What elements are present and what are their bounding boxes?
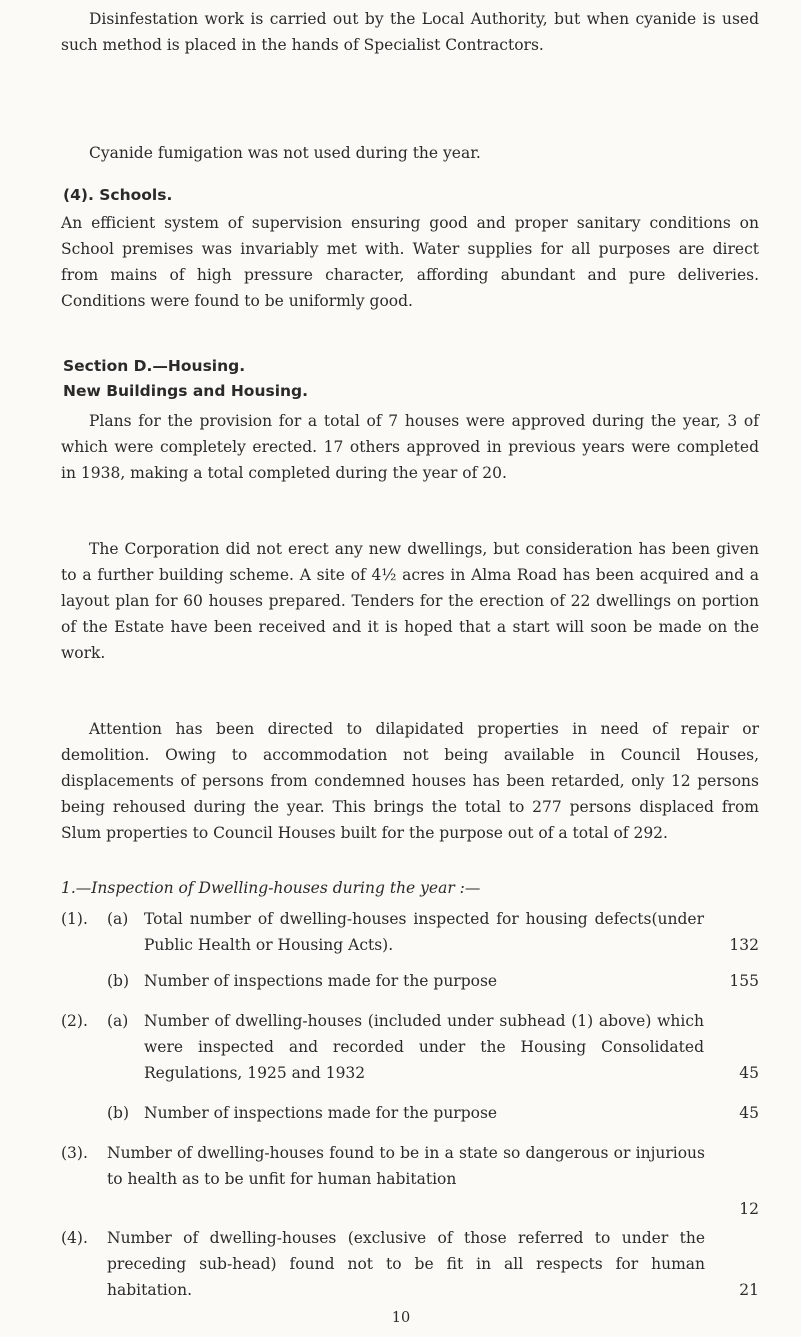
item-subletter: (a): [107, 1012, 129, 1030]
item-number: (4).: [61, 1229, 88, 1247]
item-number: (3).: [61, 1144, 88, 1162]
new-buildings-heading: New Buildings and Housing.: [63, 382, 309, 400]
housing-paragraph-2: The Corporation did not erect any new dwellings, but consideration has been given to a further building scheme. A site of 4½ acres in Alma Road has been acquired and a layout plan for 60 houses prepared. Tenders for the erection of 22 dwellings on portion of the Estate have been received and it is hoped that a start will soon be made on the work.: [61, 540, 759, 662]
item-value: 12: [739, 1200, 759, 1218]
item-text: Number of inspections made for the purpose: [144, 1104, 498, 1122]
item-subletter: (b): [107, 972, 130, 990]
item-number: (1).: [61, 910, 88, 928]
item-text: Number of dwelling-houses found to be in a state so dangerous or injurious to health as to be unfit for human habitation: [107, 1144, 705, 1188]
item-text: Number of dwelling-houses (exclusive of those referred to under the preceding sub-head) found not to be fit in all respects for human habitation.: [107, 1229, 705, 1299]
page-number: 10: [391, 1310, 411, 1326]
item-value: 132: [729, 936, 759, 954]
housing-paragraph-3: Attention has been directed to dilapidated properties in need of repair or demolition. Owing to accommodation not being available in Council Houses, displacements of persons from condemned houses has been retarded, only 12 persons being rehoused during the year. This brings the total to 277 persons displaced from Slum properties to Council Houses built for the purpose out of a total of 292.: [61, 720, 759, 842]
cyanide-paragraph: Cyanide fumigation was not used during the year.: [89, 144, 481, 162]
item-number: (2).: [61, 1012, 88, 1030]
section-d-heading: Section D.—Housing.: [63, 357, 246, 375]
item-subletter: (b): [107, 1104, 130, 1122]
item-value: 155: [729, 972, 759, 990]
item-value: 45: [739, 1104, 759, 1122]
inspection-heading: 1.—Inspection of Dwelling-houses during the year :—: [61, 879, 481, 897]
schools-heading: (4). Schools.: [63, 186, 173, 204]
item-text: Number of dwelling-houses (included under subhead (1) above) which were inspected and recorded under the Housing Consolidated Regulations, 1925 and 1932: [144, 1012, 704, 1082]
item-value: 21: [739, 1281, 759, 1299]
item-subletter: (a): [107, 910, 129, 928]
item-text: Total number of dwelling-houses inspected for housing defects(under Public Health or Housing Acts).: [144, 910, 704, 954]
schools-paragraph: An efficient system of supervision ensuring good and proper sanitary conditions on School premises was invariably met with. Water supplies for all purposes are direct from mains of high pressure character, affording abundant and pure deliveries. Conditions were found to be uniformly good.: [61, 214, 759, 310]
housing-paragraph-1: Plans for the provision for a total of 7 houses were approved during the year, 3 of which were completely erected. 17 others approved in previous years were completed in 1938, making a total completed during the year of 20.: [61, 412, 759, 482]
item-value: 45: [739, 1064, 759, 1082]
item-text: Number of inspections made for the purpose: [144, 972, 498, 990]
disinfestation-paragraph: Disinfestation work is carried out by the Local Authority, but when cyanide is used such method is placed in the hands of Specialist Contractors.: [61, 10, 759, 54]
